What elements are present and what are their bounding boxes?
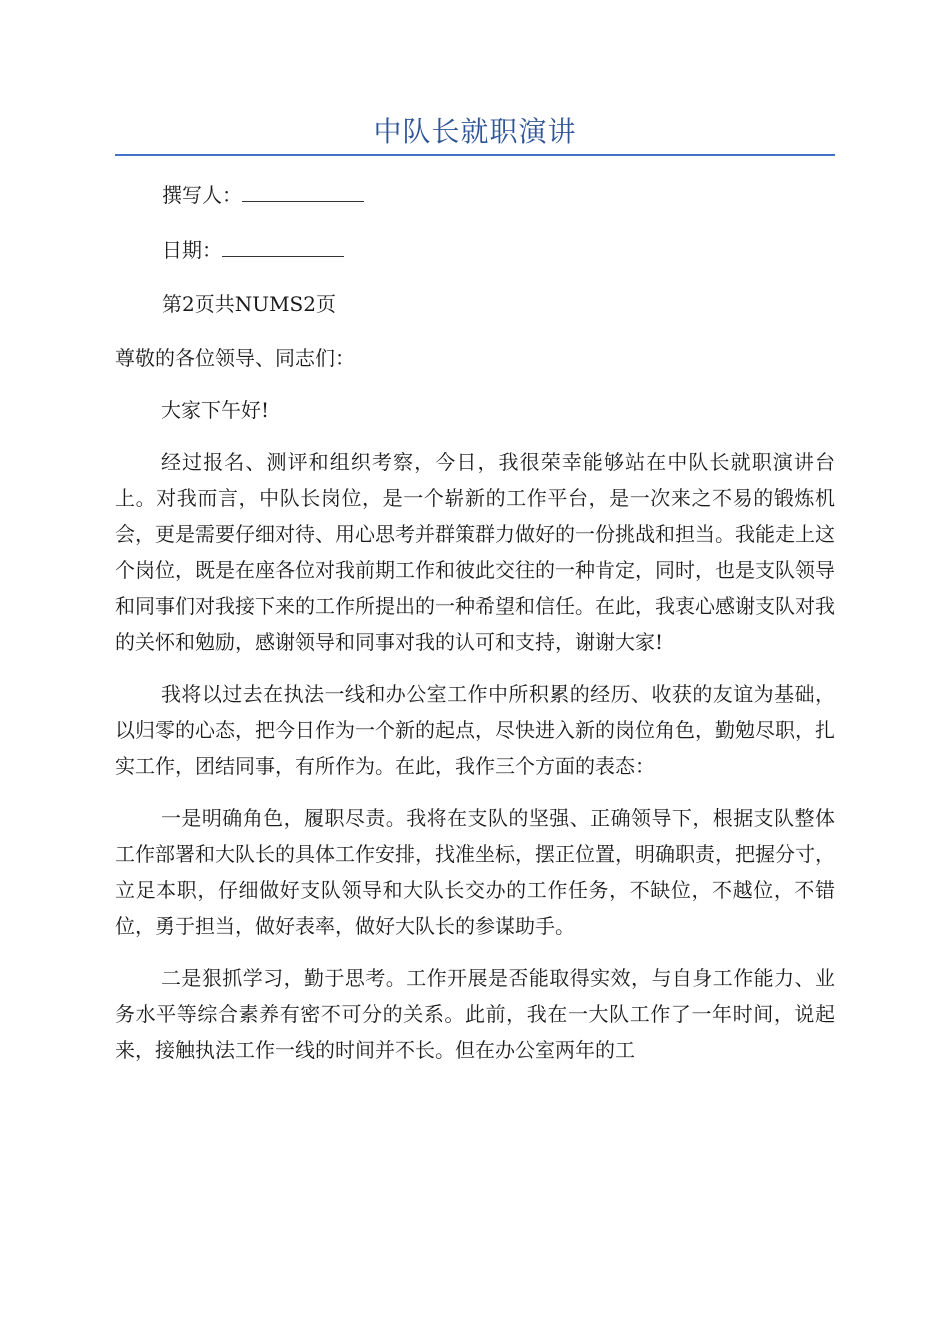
paragraph: 一是明确角色，履职尽责。我将在支队的坚强、正确领导下，根据支队整体工作部署和大队长的具体工作安排，找准坐标，摆正位置，明确职责，把握分寸，立足本职，仔细做好支队领导和大队长交办的工作任务，不缺位，不越位，不错位，勇于担当，做好表率，做好大队长的参谋助手。 <box>115 806 835 938</box>
page-info: 第2页共NUMS2页 <box>162 292 336 316</box>
greeting: 大家下午好! <box>161 398 270 422</box>
author-blank <box>242 183 364 202</box>
paragraph: 我将以过去在执法一线和办公室工作中所积累的经历、收获的友谊为基础，以归零的心态，把今日作为一个新的起点，尽快进入新的岗位角色，勤勉尽职，扎实工作，团结同事，有所作为。在此，我作三个方面的表态： <box>115 682 835 778</box>
speech-body <box>115 340 835 1068</box>
date-line <box>162 235 344 265</box>
paragraph: 二是狠抓学习，勤于思考。工作开展是否能取得实效，与自身工作能力、业务水平等综合素养有密不可分的关系。此前，我在一大队工作了一年时间，说起来，接触执法工作一线的时间并不长。但在办公室两年的工 <box>115 966 835 1062</box>
document-title: 中队长就职演讲 <box>373 115 577 148</box>
salutation: 尊敬的各位领导、同志们： <box>115 346 355 370</box>
paragraph: 经过报名、测评和组织考察，今日，我很荣幸能够站在中队长就职演讲台上。对我而言，中队长岗位，是一个崭新的工作平台，是一次来之不易的锻炼机会，更是需要仔细对待、用心思考并群策群力做好的一份挑战和担当。我能走上这个岗位，既是在座各位对我前期工作和彼此交往的一种肯定，同时，也是支队领导和同事们对我接下来的工作所提出的一种希望和信任。在此，我衷心感谢支队对我的关怀和勉励，感谢领导和同事对我的认可和支持，谢谢大家! <box>115 450 835 654</box>
author-line <box>162 180 364 210</box>
date-label: 日期： <box>162 238 222 262</box>
date-blank <box>222 238 344 257</box>
title-underline <box>115 154 835 156</box>
author-label: 撰写人： <box>162 183 242 207</box>
